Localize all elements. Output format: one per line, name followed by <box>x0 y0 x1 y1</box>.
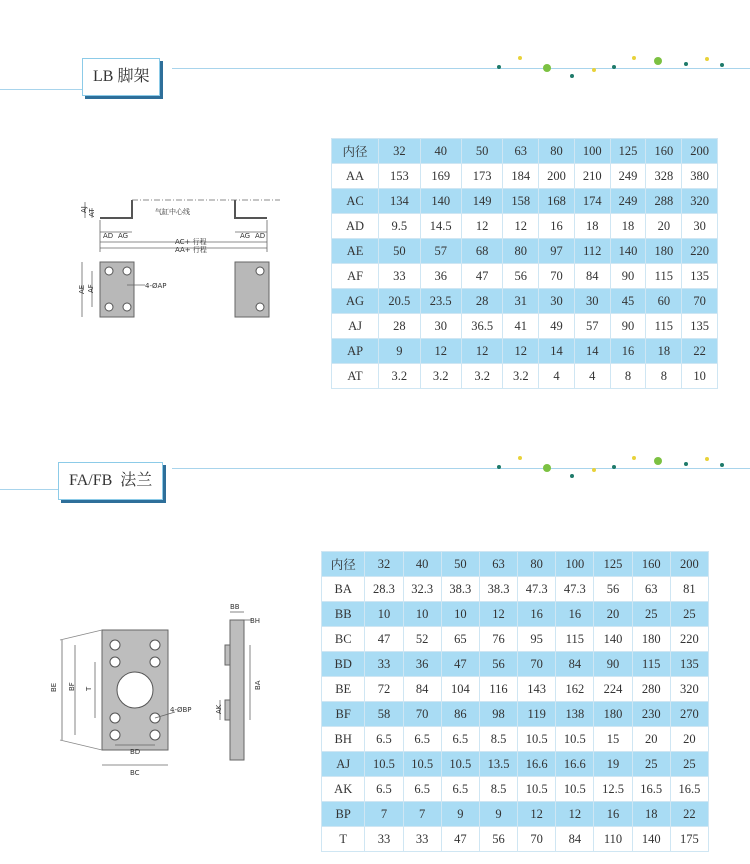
table-cell: 80 <box>518 552 556 577</box>
table-cell: 10.5 <box>518 727 556 752</box>
table-cell: 70 <box>403 702 441 727</box>
table-cell: 143 <box>518 677 556 702</box>
decor-dot <box>543 464 551 472</box>
table-cell: 76 <box>479 627 517 652</box>
table-cell: 9 <box>379 339 420 364</box>
dim-af: AF <box>87 284 95 293</box>
table-cell: 125 <box>610 139 646 164</box>
dim-ae: AE <box>78 284 86 294</box>
dim-be: BE <box>50 682 58 692</box>
table-cell: 33 <box>365 827 403 852</box>
table-cell: 3.2 <box>379 364 420 389</box>
dim-t: T <box>85 686 93 691</box>
table-cell: 32 <box>365 552 403 577</box>
section-title <box>82 58 160 96</box>
table-cell: 20 <box>646 214 682 239</box>
decor-dot <box>518 456 522 460</box>
table-cell: 47 <box>441 827 479 852</box>
table-cell: 380 <box>682 164 718 189</box>
table-cell: 135 <box>670 652 708 677</box>
table-cell: 50 <box>379 239 420 264</box>
table-header-row <box>332 139 718 164</box>
table-cell: 14 <box>539 339 575 364</box>
table-cell: 80 <box>503 239 539 264</box>
table-cell: 18 <box>574 214 610 239</box>
table-cell: 28.3 <box>365 577 403 602</box>
table-cell: 52 <box>403 627 441 652</box>
row-label-cell: BA <box>322 577 365 602</box>
decor-dot <box>684 462 688 466</box>
row-label-cell: AD <box>332 214 379 239</box>
table-cell: 16 <box>594 802 632 827</box>
table-cell: 72 <box>365 677 403 702</box>
dim-ac: AC+ 行程 <box>175 238 207 246</box>
dim-bh: BH <box>250 617 261 625</box>
table-cell: 80 <box>539 139 575 164</box>
dim-bc: BC <box>130 769 140 777</box>
decor-dot <box>705 457 709 461</box>
table-cell: 36 <box>403 652 441 677</box>
row-label-cell: BP <box>322 802 365 827</box>
row-label-cell: AJ <box>332 314 379 339</box>
table-cell: 6.5 <box>365 727 403 752</box>
hole-label: 4-ØBP <box>170 706 192 714</box>
table-row <box>322 602 709 627</box>
table-cell: 270 <box>670 702 708 727</box>
table-cell: 8 <box>646 364 682 389</box>
table-cell: 135 <box>682 314 718 339</box>
decor-dot <box>518 56 522 60</box>
row-label-cell: 内径 <box>322 552 365 577</box>
table-row <box>322 677 709 702</box>
table-cell: 12.5 <box>594 777 632 802</box>
table-cell: 100 <box>574 139 610 164</box>
table-cell: 30 <box>539 289 575 314</box>
table-cell: 7 <box>403 802 441 827</box>
table-cell: 56 <box>503 264 539 289</box>
row-label-cell: AA <box>332 164 379 189</box>
dim-aa: AA+ 行程 <box>175 246 207 254</box>
decor-dot <box>570 74 574 78</box>
dim-ag: AG <box>118 232 129 240</box>
table-cell: 162 <box>556 677 594 702</box>
table-cell: 12 <box>420 339 461 364</box>
table-cell: 288 <box>646 189 682 214</box>
section-divider <box>172 468 750 469</box>
table-cell: 18 <box>632 802 670 827</box>
table-cell: 45 <box>610 289 646 314</box>
table-cell: 210 <box>574 164 610 189</box>
table-cell: 200 <box>539 164 575 189</box>
table-cell: 16 <box>610 339 646 364</box>
table-cell: 56 <box>479 652 517 677</box>
fa-fb-spec-table <box>321 551 709 852</box>
table-cell: 115 <box>646 314 682 339</box>
table-cell: 138 <box>556 702 594 727</box>
table-cell: 16.5 <box>632 777 670 802</box>
row-label-cell: AC <box>332 189 379 214</box>
table-cell: 104 <box>441 677 479 702</box>
table-cell: 174 <box>574 189 610 214</box>
table-cell: 112 <box>574 239 610 264</box>
table-cell: 32.3 <box>403 577 441 602</box>
decor-dot <box>705 57 709 61</box>
dim-ad: AD <box>255 232 266 240</box>
table-cell: 13.5 <box>479 752 517 777</box>
table-cell: 10 <box>365 602 403 627</box>
row-label-cell: AK <box>322 777 365 802</box>
table-cell: 200 <box>682 139 718 164</box>
table-cell: 115 <box>646 264 682 289</box>
table-cell: 63 <box>479 552 517 577</box>
dim-bb: BB <box>230 603 240 611</box>
table-cell: 10.5 <box>518 777 556 802</box>
row-label-cell: BF <box>322 702 365 727</box>
table-row <box>332 264 718 289</box>
table-cell: 116 <box>479 677 517 702</box>
table-cell: 134 <box>379 189 420 214</box>
table-cell: 58 <box>365 702 403 727</box>
dim-ag: AG <box>240 232 251 240</box>
table-row <box>332 164 718 189</box>
table-cell: 249 <box>610 189 646 214</box>
table-cell: 9 <box>479 802 517 827</box>
table-cell: 84 <box>556 652 594 677</box>
table-cell: 16 <box>518 602 556 627</box>
row-label-cell: BC <box>322 627 365 652</box>
table-cell: 19 <box>594 752 632 777</box>
table-cell: 280 <box>632 677 670 702</box>
table-cell: 25 <box>632 602 670 627</box>
table-row <box>322 652 709 677</box>
table-cell: 15 <box>594 727 632 752</box>
table-row <box>322 802 709 827</box>
table-cell: 3.2 <box>461 364 502 389</box>
dim-aj: AJ <box>80 206 88 213</box>
section-title <box>58 462 163 500</box>
row-label-cell: AP <box>332 339 379 364</box>
table-cell: 140 <box>594 627 632 652</box>
table-row <box>332 189 718 214</box>
dim-bd: BD <box>130 748 141 756</box>
table-cell: 158 <box>503 189 539 214</box>
table-cell: 10.5 <box>441 752 479 777</box>
hole-label: 4-ØAP <box>145 282 167 290</box>
table-cell: 10.5 <box>403 752 441 777</box>
table-row <box>322 777 709 802</box>
table-cell: 6.5 <box>441 727 479 752</box>
row-label-cell: AJ <box>322 752 365 777</box>
table-cell: 249 <box>610 164 646 189</box>
table-cell: 20 <box>670 727 708 752</box>
table-cell: 160 <box>632 552 670 577</box>
row-label-cell: AG <box>332 289 379 314</box>
dim-at: AT <box>88 208 96 217</box>
table-cell: 173 <box>461 164 502 189</box>
table-cell: 9.5 <box>379 214 420 239</box>
table-cell: 70 <box>518 827 556 852</box>
table-cell: 36.5 <box>461 314 502 339</box>
table-cell: 10 <box>403 602 441 627</box>
table-cell: 12 <box>461 339 502 364</box>
table-cell: 16 <box>556 602 594 627</box>
table-cell: 320 <box>682 189 718 214</box>
table-cell: 230 <box>632 702 670 727</box>
table-cell: 160 <box>646 139 682 164</box>
dim-ak: AK <box>215 704 223 714</box>
section-title-text: FA/FB 法兰 <box>69 472 153 489</box>
table-cell: 38.3 <box>441 577 479 602</box>
table-cell: 41 <box>503 314 539 339</box>
table-cell: 16.6 <box>556 752 594 777</box>
table-cell: 8.5 <box>479 727 517 752</box>
decor-dot <box>612 65 616 69</box>
table-cell: 84 <box>574 264 610 289</box>
table-cell: 90 <box>610 264 646 289</box>
table-cell: 28 <box>461 289 502 314</box>
table-cell: 220 <box>670 627 708 652</box>
table-cell: 57 <box>420 239 461 264</box>
table-cell: 200 <box>670 552 708 577</box>
table-cell: 119 <box>518 702 556 727</box>
table-cell: 30 <box>574 289 610 314</box>
table-cell: 115 <box>556 627 594 652</box>
decor-dot <box>497 465 501 469</box>
table-row <box>332 314 718 339</box>
table-cell: 30 <box>420 314 461 339</box>
table-cell: 10 <box>682 364 718 389</box>
lb-spec-table <box>331 138 718 389</box>
table-cell: 38.3 <box>479 577 517 602</box>
decor-dot <box>632 456 636 460</box>
row-label-cell: BB <box>322 602 365 627</box>
table-cell: 98 <box>479 702 517 727</box>
table-row <box>322 727 709 752</box>
row-label-cell: BE <box>322 677 365 702</box>
table-cell: 12 <box>461 214 502 239</box>
decor-dot <box>543 64 551 72</box>
table-cell: 175 <box>670 827 708 852</box>
table-cell: 180 <box>594 702 632 727</box>
table-cell: 140 <box>610 239 646 264</box>
table-cell: 115 <box>632 652 670 677</box>
decor-dot <box>684 62 688 66</box>
table-cell: 12 <box>556 802 594 827</box>
section-title-text: LB 脚架 <box>93 68 150 85</box>
table-cell: 65 <box>441 627 479 652</box>
table-cell: 18 <box>610 214 646 239</box>
table-row <box>332 364 718 389</box>
table-cell: 10 <box>441 602 479 627</box>
table-cell: 180 <box>646 239 682 264</box>
table-cell: 14.5 <box>420 214 461 239</box>
table-cell: 68 <box>461 239 502 264</box>
table-cell: 16.5 <box>670 777 708 802</box>
decor-dot <box>570 474 574 478</box>
table-cell: 47.3 <box>556 577 594 602</box>
table-cell: 63 <box>632 577 670 602</box>
table-cell: 224 <box>594 677 632 702</box>
table-cell: 6.5 <box>403 727 441 752</box>
table-cell: 12 <box>503 214 539 239</box>
table-cell: 149 <box>461 189 502 214</box>
table-cell: 56 <box>479 827 517 852</box>
table-cell: 86 <box>441 702 479 727</box>
table-cell: 95 <box>518 627 556 652</box>
table-cell: 40 <box>403 552 441 577</box>
table-cell: 16 <box>539 214 575 239</box>
table-cell: 12 <box>479 602 517 627</box>
table-row <box>332 239 718 264</box>
dim-ad: AD <box>103 232 114 240</box>
table-row <box>322 702 709 727</box>
table-cell: 168 <box>539 189 575 214</box>
row-label-cell: BD <box>322 652 365 677</box>
table-cell: 110 <box>594 827 632 852</box>
table-cell: 20 <box>594 602 632 627</box>
table-cell: 30 <box>682 214 718 239</box>
table-cell: 153 <box>379 164 420 189</box>
table-cell: 140 <box>420 189 461 214</box>
table-cell: 169 <box>420 164 461 189</box>
table-cell: 33 <box>365 652 403 677</box>
table-cell: 12 <box>518 802 556 827</box>
table-cell: 328 <box>646 164 682 189</box>
table-cell: 10.5 <box>556 777 594 802</box>
table-cell: 180 <box>632 627 670 652</box>
table-row <box>332 289 718 314</box>
table-cell: 47 <box>365 627 403 652</box>
table-cell: 22 <box>670 802 708 827</box>
decor-dot <box>497 65 501 69</box>
table-cell: 81 <box>670 577 708 602</box>
table-cell: 70 <box>539 264 575 289</box>
table-cell: 20 <box>632 727 670 752</box>
table-cell: 90 <box>594 652 632 677</box>
table-cell: 25 <box>670 752 708 777</box>
table-cell: 50 <box>461 139 502 164</box>
decor-dot <box>654 57 662 65</box>
row-label-cell: BH <box>322 727 365 752</box>
decor-dot <box>632 56 636 60</box>
row-label-cell: T <box>322 827 365 852</box>
dim-ba: BA <box>254 680 262 690</box>
table-row <box>332 339 718 364</box>
table-cell: 7 <box>365 802 403 827</box>
table-cell: 23.5 <box>420 289 461 314</box>
table-cell: 14 <box>574 339 610 364</box>
decor-dot <box>654 457 662 465</box>
fa-fb-flange-drawing <box>40 600 275 780</box>
table-row <box>332 214 718 239</box>
table-cell: 16.6 <box>518 752 556 777</box>
table-cell: 56 <box>594 577 632 602</box>
table-cell: 22 <box>682 339 718 364</box>
table-cell: 6.5 <box>403 777 441 802</box>
table-cell: 9 <box>441 802 479 827</box>
table-cell: 47 <box>461 264 502 289</box>
table-row <box>322 827 709 852</box>
table-row <box>322 627 709 652</box>
table-cell: 6.5 <box>365 777 403 802</box>
table-cell: 20.5 <box>379 289 420 314</box>
table-cell: 33 <box>379 264 420 289</box>
table-cell: 25 <box>632 752 670 777</box>
table-cell: 84 <box>403 677 441 702</box>
table-cell: 3.2 <box>420 364 461 389</box>
section-divider <box>0 489 58 490</box>
table-cell: 25 <box>670 602 708 627</box>
table-cell: 12 <box>503 339 539 364</box>
table-cell: 8.5 <box>479 777 517 802</box>
table-cell: 49 <box>539 314 575 339</box>
dim-bf: BF <box>68 682 76 691</box>
table-cell: 84 <box>556 827 594 852</box>
table-cell: 90 <box>610 314 646 339</box>
table-cell: 57 <box>574 314 610 339</box>
table-cell: 100 <box>556 552 594 577</box>
row-label-cell: AF <box>332 264 379 289</box>
table-cell: 4 <box>539 364 575 389</box>
table-cell: 6.5 <box>441 777 479 802</box>
table-cell: 40 <box>420 139 461 164</box>
lb-foot-drawing <box>70 190 290 330</box>
table-cell: 18 <box>646 339 682 364</box>
table-header-row <box>322 552 709 577</box>
table-cell: 63 <box>503 139 539 164</box>
table-cell: 10.5 <box>365 752 403 777</box>
table-cell: 50 <box>441 552 479 577</box>
table-cell: 60 <box>646 289 682 314</box>
table-cell: 31 <box>503 289 539 314</box>
table-cell: 70 <box>682 289 718 314</box>
decor-dot <box>612 465 616 469</box>
decor-dot <box>720 63 724 67</box>
table-cell: 8 <box>610 364 646 389</box>
table-cell: 3.2 <box>503 364 539 389</box>
table-cell: 28 <box>379 314 420 339</box>
decor-dot <box>592 468 596 472</box>
table-cell: 97 <box>539 239 575 264</box>
table-cell: 125 <box>594 552 632 577</box>
row-label-cell: AT <box>332 364 379 389</box>
row-label-cell: AE <box>332 239 379 264</box>
decor-dot <box>720 463 724 467</box>
section-divider <box>0 89 82 90</box>
center-line-label: 气缸中心线 <box>155 208 190 216</box>
table-cell: 10.5 <box>556 727 594 752</box>
table-cell: 70 <box>518 652 556 677</box>
table-row <box>322 752 709 777</box>
table-row <box>322 577 709 602</box>
table-cell: 220 <box>682 239 718 264</box>
section-divider <box>172 68 750 69</box>
table-cell: 4 <box>574 364 610 389</box>
table-cell: 47 <box>441 652 479 677</box>
row-label-cell: 内径 <box>332 139 379 164</box>
table-cell: 320 <box>670 677 708 702</box>
table-cell: 184 <box>503 164 539 189</box>
decor-dot <box>592 68 596 72</box>
table-cell: 140 <box>632 827 670 852</box>
table-cell: 33 <box>403 827 441 852</box>
table-cell: 36 <box>420 264 461 289</box>
table-cell: 47.3 <box>518 577 556 602</box>
table-cell: 32 <box>379 139 420 164</box>
table-cell: 135 <box>682 264 718 289</box>
